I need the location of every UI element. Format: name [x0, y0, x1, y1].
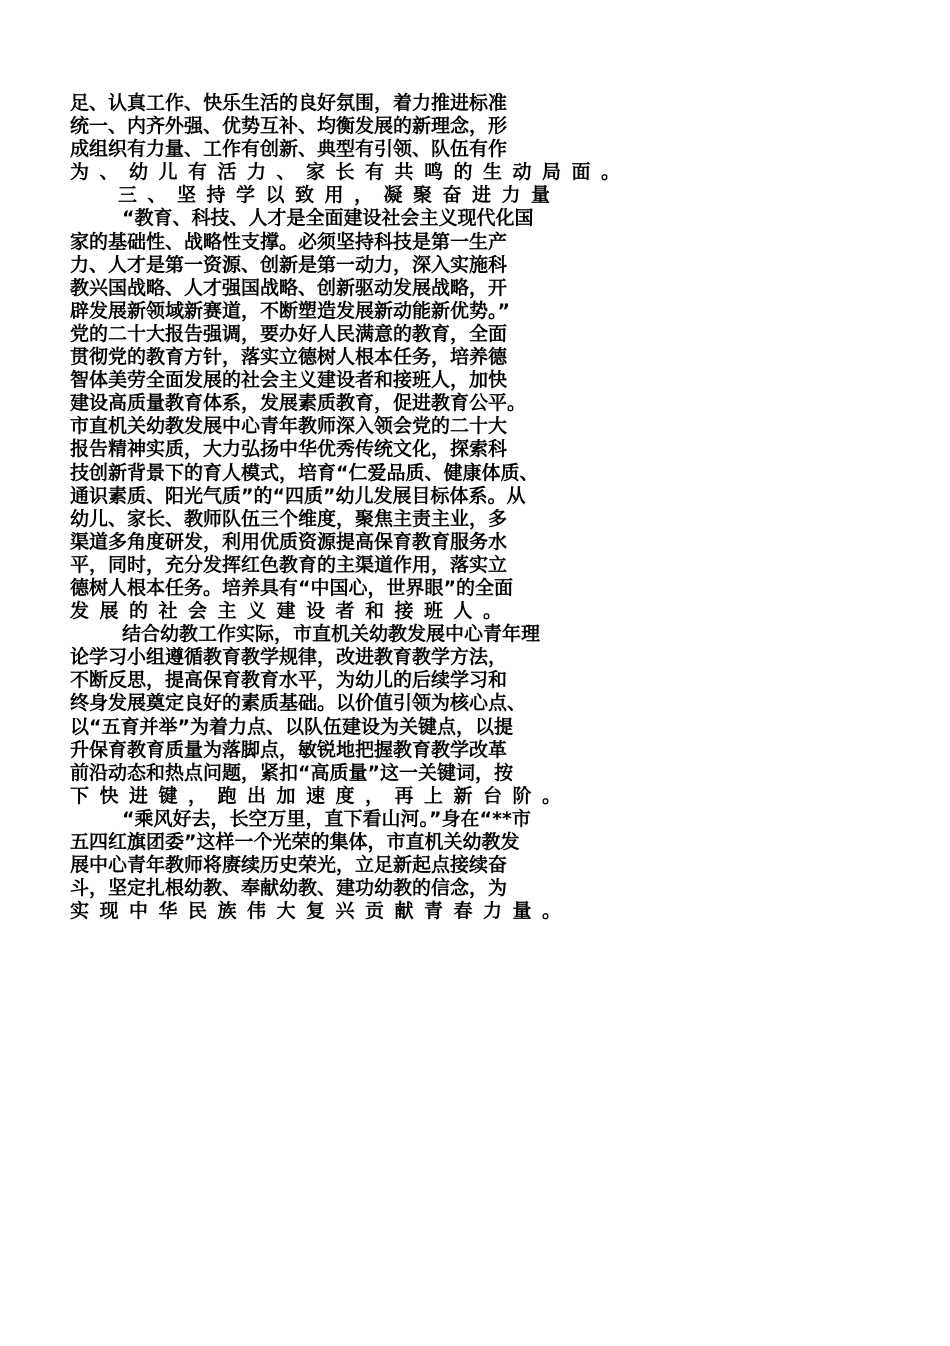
text-line: 不断反思，提高保育教育水平，为幼儿的后续学习和 [70, 669, 508, 692]
text-line: 贯彻党的教育方针，落实立德树人根本任务，培养德 [70, 346, 508, 369]
text-line: 展中心青年教师将赓续历史荣光，立足新起点接续奋 [70, 854, 508, 877]
text-line: “乘风好去，长空万里，直下看山河。”身在“**市 [122, 807, 531, 830]
text-line: 党的二十大报告强调，要办好人民满意的教育，全面 [70, 322, 508, 345]
text-line: 技创新背景下的育人模式，培育“仁爱品质、健康体质、 [70, 461, 539, 484]
text-line: 统一、内齐外强、优势互补、均衡发展的新理念，形 [70, 115, 508, 138]
text-line: 幼儿、家长、教师队伍三个维度，聚焦主责主业，多 [70, 507, 508, 530]
text-line: 家的基础性、战略性支撑。必须坚持科技是第一生产 [70, 230, 508, 253]
text-line: 升保育教育质量为落脚点，敏锐地把握教育教学改革 [70, 738, 508, 761]
text-line: 辟发展新领域新赛道，不断塑造发展新动能新优势。” [70, 299, 510, 322]
text-line: 报告精神实质，大力弘扬中华优秀传统文化，探索科 [70, 438, 508, 461]
text-line: 五四红旗团委”这样一个光荣的集体，市直机关幼教发 [70, 831, 520, 853]
text-line: 实现中华民族伟大复兴贡献青春力量。 [70, 900, 572, 923]
text-line: 斗，坚定扎根幼教、奉献幼教、建功幼教的信念，为 [70, 877, 508, 900]
text-line: 渠道多角度研发，利用优质资源提高保育教育服务水 [70, 530, 508, 553]
text-line: 力、人才是第一资源、创新是第一动力，深入实施科 [70, 253, 508, 276]
text-line: 下快进键，跑出加速度，再上新台阶。 [70, 784, 572, 807]
text-line: 教兴国战略、人才强国战略、创新驱动发展战略，开 [70, 276, 508, 299]
text-line: 成组织有力量、工作有创新、典型有引领、队伍有作 [70, 138, 508, 161]
body-text [70, 92, 900, 923]
text-line: “教育、科技、人才是全面建设社会主义现代化国 [122, 207, 534, 230]
text-line: 建设高质量教育体系，发展素质教育，促进教育公平。 [70, 392, 527, 415]
text-line: 市直机关幼教发展中心青年教师深入领会党的二十大 [70, 415, 508, 438]
text-line: 平，同时，充分发挥红色教育的主渠道作用，落实立 [70, 553, 508, 576]
text-line: 足、认真工作、快乐生活的良好氛围，着力推进标准 [70, 92, 508, 114]
text-line: 德树人根本任务。培养具有“中国心，世界眼”的全面 [70, 576, 513, 599]
text-line: 发展的社会主义建设者和接班人。 [70, 600, 513, 623]
text-line: 以“五育并举”为着力点、以队伍建设为关键点，以提 [70, 715, 513, 738]
text-line: 通识素质、阳光气质”的“四质”幼儿发展目标体系。从 [70, 484, 526, 507]
text-line: 智体美劳全面发展的社会主义建设者和接班人，加快 [70, 369, 508, 392]
text-line: 论学习小组遵循教育教学规律，改进教育教学方法， [70, 646, 508, 669]
text-line: 终身发展奠定良好的素质基础。以价值引领为核心点、 [70, 692, 527, 715]
text-line: 前沿动态和热点问题，紧扣“高质量”这一关键词，按 [70, 761, 513, 784]
text-line: 结合幼教工作实际，市直机关幼教发展中心青年理 [122, 623, 541, 646]
text-line: 为、幼儿有活力、家长有共鸣的生动局面。 [70, 161, 631, 184]
section-heading: 三、坚持学以致用，凝聚奋进力量 [118, 184, 561, 207]
